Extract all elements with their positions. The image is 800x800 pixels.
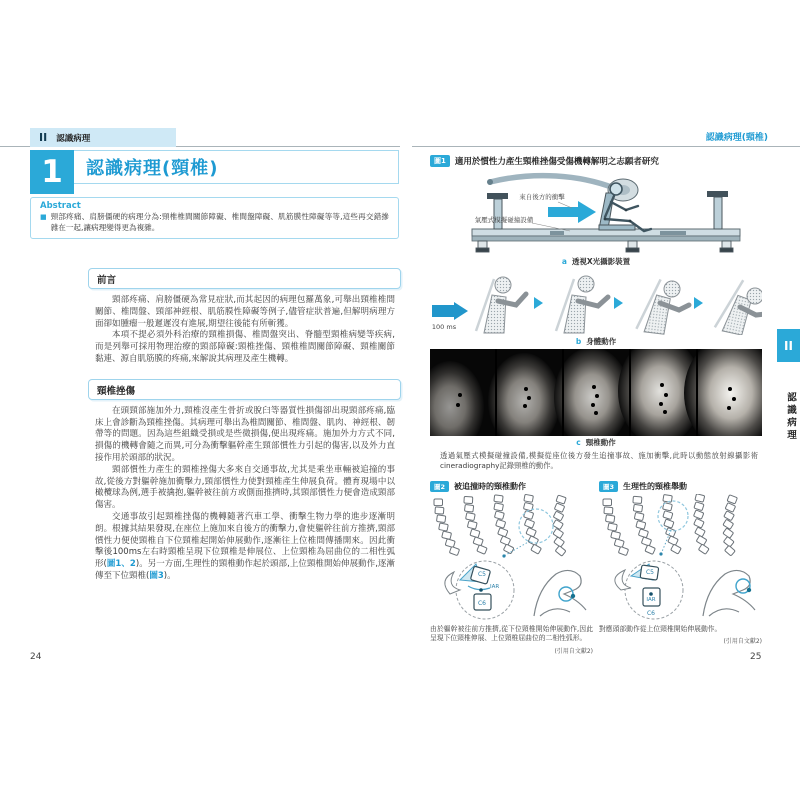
figure2-header: [430, 481, 593, 492]
figure3-posture-sketch: [703, 570, 755, 616]
figure1a-caption: [430, 256, 762, 267]
bullet-icon: ■: [40, 213, 47, 221]
figure2-label-upper: C5: [477, 570, 487, 578]
figure3-label-upper: C5: [645, 568, 655, 576]
chapter-header: [30, 150, 399, 194]
paragraph: 頸部慣性力產生的頸椎挫傷大多來自交通事故,尤其是乘坐車輛被追撞的事故,從後方對軀幹施加衝擊力,頸部慣性力使對頸椎產生伸展負荷。體育現場中以橄欖球為例,選手被擒抱,軀幹被往前方或側面推擠時,其頸部慣性力便會造成頸部傷害。: [95, 464, 395, 511]
foreword-paragraphs: [95, 295, 395, 366]
figure2-spine-sequence: [430, 494, 593, 560]
sprain-paragraphs: [95, 406, 395, 583]
page-number-right: 25: [750, 652, 762, 662]
body-pose-4: [714, 276, 762, 335]
chapter-number-badge: 1: [30, 150, 74, 194]
body-pose-1: [476, 277, 526, 333]
speed-label: 100 ms: [431, 323, 457, 331]
right-page-column: [430, 155, 762, 655]
figure2-posture-sketch: [534, 570, 586, 616]
body-pose-3: [636, 277, 689, 334]
figure-reference-1-2: 圖1、2: [106, 559, 136, 570]
figures-2-3-row: [430, 481, 762, 655]
figure3-label-lower: C6: [646, 609, 656, 617]
sub-caption-c-text: 頸椎動作: [585, 438, 616, 447]
figure2-source: (引用自文獻2): [554, 647, 593, 655]
paragraph: 本項不提必須外科治療的頸椎損傷、椎間盤突出、脊髓型頸椎病變等疾病,而是列舉可採用物理治療的頸部障礙:頸椎挫傷、頸椎椎間關節障礙、頸椎關節黏連、源自肌筋膜的疼痛,來解說其病理及產生機轉。: [95, 330, 395, 364]
figure3-spine-sequence: [599, 494, 762, 560]
figure3-header: [599, 481, 762, 492]
body-motion-sequence: [430, 269, 762, 335]
part-number: II: [39, 131, 48, 144]
figure1-tag: 圖1: [430, 155, 450, 167]
figure3-caption: 生理性的頸椎舉動: [623, 481, 688, 491]
sub-letter-b: b: [575, 337, 582, 346]
section-heading-foreword: 前言: [88, 268, 401, 289]
left-page-column: [30, 150, 399, 583]
abstract-text: 頸部疼痛、肩膀僵硬的病理分為:頸椎椎間關節障礙、椎間盤障礙、肌筋膜性障礙等等,這些再交錯摻雜在一起,讓病理變得更為複雜。: [50, 212, 389, 232]
paragraph: 在頭頸部施加外力,頸椎沒產生骨折或脫臼等器質性損傷卻出現頸部疼痛,臨床上會診斷為頸椎挫傷。其病理可舉出為椎間關節、椎間盤、肌肉、神經根、韌帶等的問題。因為這些組織受損或是些微損傷,便出現疼痛。施加外力方式不同,損傷的機轉會隨之而異,可分為衝擊軀幹產生頸部慣性力引起的傷害,以及外力直接作用於頭部的狀況。: [95, 405, 395, 463]
figure1b-caption: [430, 336, 762, 347]
paragraph-text: )。另一方面,生理性的頸椎動作起於頭部,上位頸椎開始伸展動作,逐漸傳至下位頸椎(: [95, 559, 395, 581]
figure2-caption: 被追撞時的頸椎動作: [454, 481, 527, 491]
sub-letter-a: a: [561, 257, 567, 266]
sub-letter-c: c: [576, 438, 581, 447]
page-number-left: 24: [30, 652, 42, 662]
figure2-block: [430, 481, 593, 655]
figure3-tag: 圖3: [599, 481, 618, 492]
figure1-caption: 適用於慣性力產生頸椎挫傷受傷機轉解明之志願者研究: [454, 157, 659, 167]
figure-reference-3: 圖3: [149, 570, 164, 581]
figure1-description: 透過氣壓式模擬碰撞設備,模擬從座位後方發生追撞事故、施加衝擊,此時以動態放射線攝影術cineradiography記錄頸椎的動作。: [440, 451, 758, 471]
left-running-header: [30, 128, 176, 147]
side-tab-part-badge: II: [777, 329, 800, 362]
figure1c-caption: [430, 437, 762, 448]
figure3-block: [599, 481, 762, 655]
figure2-description: 由於軀幹被往前方推擠,從下位頸椎開始伸展動作,因此呈現下位頸椎伸展、上位頸椎屈曲位的二相性弧形。: [430, 624, 593, 643]
body-pose-2: [556, 276, 608, 333]
figure3-description: 對應頭部動作從上位頸椎開始伸展動作。: [599, 624, 722, 633]
figure1-header: [430, 155, 762, 167]
chapter-title: 認識病理(頸椎): [74, 150, 399, 184]
right-header-rule: [412, 146, 800, 147]
sub-caption-a-text: 透視X光攝影裝置: [571, 257, 631, 266]
paragraph-text: )。: [163, 570, 176, 581]
right-running-header: 認識病理(頸椎): [705, 133, 768, 143]
figure2-tag: 圖2: [430, 481, 449, 492]
figure2-label-iar: IAR: [490, 583, 500, 590]
section-heading-sprain: 頸椎挫傷: [88, 379, 401, 400]
xray-film-strip: [430, 349, 762, 436]
paragraph-text: 交通事故引起頸椎挫傷的機轉隨著汽車工學、衝擊生物力學的進步逐漸明朗。根據其結果發現,在座位上施加來自後方的衝擊力,會使軀幹往前方推擠,頸部慣性力便使頸椎自下位頸椎起開始伸展動作,逐漸往上位椎間傳播開來。因此衝擊後100ms左右時頸椎呈現下位頸椎是伸展位、上位頸椎為屈曲位的二相性弧形(: [95, 511, 395, 570]
side-tab-title: 認識病理: [785, 392, 796, 442]
abstract-body: [40, 212, 389, 233]
device-label: 氣壓式模擬碰撞設備: [474, 216, 534, 224]
paragraph: 頸部疼痛、肩膀僵硬為常見症狀,而其起因的病理包羅萬象,可舉出頸椎椎間關節、椎間盤、頸部神經根、肌筋膜性障礙等例子,儘管症狀普遍,但解明病理方面卻如腫瘤一般遲遲沒有進展,期望往後能有所斬獲。: [95, 295, 395, 329]
figure3-source: (引用自文獻2): [723, 638, 762, 646]
figure2-label-lower: C6: [477, 599, 487, 607]
impact-label: 來自後方的衝擊: [519, 193, 565, 201]
abstract-box: [30, 197, 399, 239]
sled-test-illustration: [430, 169, 762, 255]
paragraph-with-figrefs: [95, 512, 395, 583]
abstract-label: Abstract: [40, 201, 81, 211]
sub-caption-b-text: 身體動作: [586, 337, 617, 346]
part-title: 認識病理: [56, 133, 91, 144]
figure3-detail: [599, 560, 762, 622]
figure3-label-iar: IAR: [646, 596, 656, 603]
figure2-detail: [430, 560, 593, 622]
